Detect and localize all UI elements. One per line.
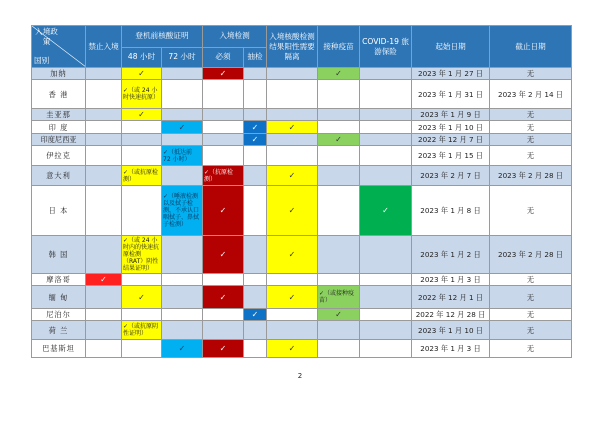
end-date: 无 [490,134,572,146]
start-date: 2023 年 2 月 7 日 [412,166,490,186]
header-vaccine: 接种疫苗 [318,26,360,68]
check-icon: ✓ [288,206,296,215]
header-72h: 72 小时 [162,47,203,68]
header-arrival-sampling: 抽检 [244,47,267,68]
note-text: ✓（或接种疫苗） [319,290,355,304]
policy-table-container [31,25,571,358]
header-isolation: 入境核酸检测结果阳性需要隔离 [267,26,318,68]
start-date: 2022 年 12 月 28 日 [412,309,490,321]
country-cell: 圭亚那 [32,109,86,121]
country-cell: 意大利 [32,166,86,186]
table-row [32,121,572,134]
policy-label: 入境政策 [35,27,58,46]
check-icon: ✓ [219,69,227,78]
entry-policy-table [31,25,572,358]
country-label: 国别 [34,56,50,65]
end-date: 2023 年 2 月 28 日 [490,166,572,186]
start-date: 2022 年 12 月 1 日 [412,286,490,309]
check-icon: ✓ [288,122,296,132]
start-date: 2023 年 1 月 10 日 [412,121,490,134]
page-number: 2 [297,372,303,380]
header-diagonal-cell [32,26,86,68]
table-row [32,166,572,186]
table-row [32,68,572,80]
check-icon: ✓ [219,250,227,259]
start-date: 2022 年 12 月 7 日 [412,134,490,146]
table-row [32,236,572,274]
check-icon: ✓ [178,122,186,132]
country-cell: 印 度 [32,121,86,134]
check-icon: ✓ [335,310,342,319]
country-cell: 韩 国 [32,236,86,274]
check-icon: ✓ [138,69,145,78]
table-row [32,340,572,358]
table-row [32,109,572,121]
table-row [32,146,572,166]
end-date: 无 [490,146,572,166]
check-icon: ✓ [288,171,296,180]
end-date: 2023 年 2 月 14 日 [490,80,572,109]
check-icon: ✓ [178,344,186,353]
header-end-date: 截止日期 [490,26,572,68]
country-cell: 巴基斯坦 [32,340,86,358]
check-icon: ✓ [251,122,259,132]
start-date: 2023 年 1 月 27 日 [412,68,490,80]
check-icon: ✓ [138,292,145,302]
start-date: 2023 年 1 月 2 日 [412,236,490,274]
end-date: 无 [490,68,572,80]
end-date: 无 [490,321,572,340]
note-text: ✓（或 24 小时内的快速抗原检测（RAT）阴性结果证明） [123,237,160,272]
start-date: 2023 年 1 月 15 日 [412,146,490,166]
start-date: 2023 年 1 月 8 日 [412,186,490,236]
header-insurance: COVID-19 旅游保险 [360,26,412,68]
country-cell: 尼泊尔 [32,309,86,321]
country-cell: 印度尼西亚 [32,134,86,146]
country-cell: 加纳 [32,68,86,80]
header-start-date: 起始日期 [412,26,490,68]
check-icon: ✓ [251,135,259,144]
check-icon: ✓ [382,206,389,215]
start-date: 2023 年 1 月 9 日 [412,109,490,121]
note-text: ✓（或抗原阴性证明） [123,323,159,337]
country-cell: 摩洛哥 [32,274,86,286]
table-row [32,309,572,321]
note-text: ✓（唾液检测以及拭子检测，不承认口咽拭子、鼻拭子检测） [163,193,200,228]
check-icon: ✓ [251,310,259,319]
start-date: 2023 年 1 月 3 日 [412,274,490,286]
note-text: ✓（抗原检测） [204,168,234,183]
table-row [32,186,572,236]
end-date: 无 [490,186,572,236]
note-text: ✓（抵达前 72 小时） [163,148,193,163]
end-date: 无 [490,109,572,121]
header-ban: 禁止入境 [86,26,122,68]
header-arrival-required: 必须 [203,47,244,68]
table-row [32,286,572,309]
country-cell: 荷 兰 [32,321,86,340]
table-row [32,321,572,340]
start-date: 2023 年 1 月 31 日 [412,80,490,109]
header-arrival-test: 入境检测 [203,26,267,48]
end-date: 2023 年 2 月 28 日 [490,236,572,274]
country-cell: 缅 甸 [32,286,86,309]
table-row [32,80,572,109]
check-icon: ✓ [288,292,296,302]
end-date: 无 [490,121,572,134]
start-date: 2023 年 1 月 3 日 [412,340,490,358]
country-cell: 香 港 [32,80,86,109]
end-date: 无 [490,309,572,321]
header-48h: 48 小时 [122,47,162,68]
note-text: ✓（或 24 小时快速抗原） [123,87,160,101]
check-icon: ✓ [335,69,342,78]
check-icon: ✓ [100,275,107,284]
end-date: 无 [490,286,572,309]
check-icon: ✓ [219,206,227,215]
header-predeparture: 登机前核酸证明 [122,26,203,48]
check-icon: ✓ [335,135,342,144]
check-icon: ✓ [288,344,296,353]
check-icon: ✓ [288,250,296,259]
start-date: 2023 年 1 月 10 日 [412,321,490,340]
country-cell: 伊拉克 [32,146,86,166]
note-text: ✓（或抗原检测） [123,168,159,183]
table-row [32,274,572,286]
check-icon: ✓ [138,110,145,119]
check-icon: ✓ [219,344,227,353]
country-cell: 日 本 [32,186,86,236]
table-row [32,134,572,146]
end-date: 无 [490,274,572,286]
end-date: 无 [490,340,572,358]
check-icon: ✓ [219,292,227,302]
